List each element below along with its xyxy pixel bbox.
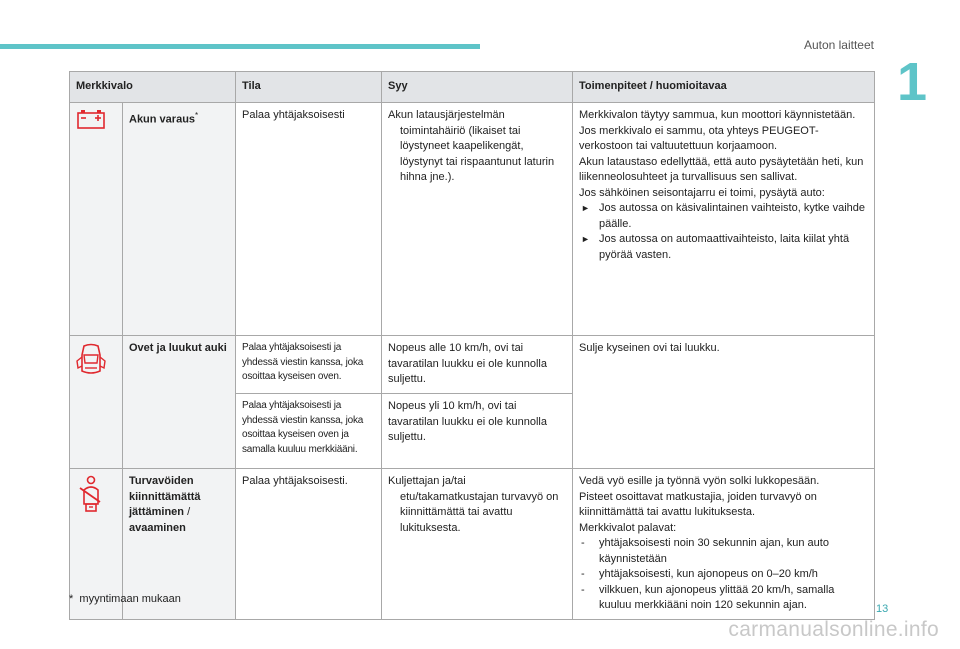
warning-lights-table xyxy=(69,71,875,620)
light-cause: Nopeus yli 10 km/h, ovi tai tavaratilan luukku ei ole kunnolla suljettu. xyxy=(382,394,573,469)
column-header-syy: Syy xyxy=(382,72,573,103)
page-number: 13 xyxy=(876,603,889,615)
chapter-number xyxy=(893,52,928,112)
light-state: Palaa yhtäjaksoisesti ja yhdessä viestin kanssa, joka osoittaa kyseisen oven ja samalla kuuluu merkkiääni. xyxy=(236,394,382,469)
table-row xyxy=(70,336,875,394)
light-name: Ovet ja luukut auki xyxy=(123,336,236,469)
footnote-mark: * xyxy=(69,593,74,605)
top-accent-bar xyxy=(0,44,480,49)
section-title: Auton laitteet xyxy=(803,38,874,52)
table-row xyxy=(70,103,875,336)
light-name: Akun varaus* xyxy=(123,103,236,336)
open-door-icon xyxy=(76,341,106,381)
table-row xyxy=(70,469,875,620)
table-header-row xyxy=(70,72,875,103)
column-header-tila: Tila xyxy=(236,72,382,103)
light-state: Palaa yhtäjaksoisesti xyxy=(236,103,382,336)
light-actions: Merkkivalon täytyy sammua, kun moottori käynnistetään. Jos merkkivalo ei sammu, ota yhteys PEUGEOT-verkostoon tai valtuutettuun korjaamoon. Akun lataustaso edellyttää, että auto pysäytetään heti, kun liikenneolosuhteet ja turvallisuus sen sallivat. Jos sähköinen seisontajarru ei toimi, pysäytä auto: ► Jos autossa on käsivalintainen vaihteisto, kytke vaihde päälle. ► Jos autossa on automaattivaihteisto, laita kiilat yhtä pyörää vasten. xyxy=(573,103,875,336)
light-state: Palaa yhtäjaksoisesti ja yhdessä viestin kanssa, joka osoittaa kyseisen oven. xyxy=(236,336,382,394)
column-header-toimenpiteet: Toimenpiteet / huomioitavaa xyxy=(573,72,875,103)
seatbelt-icon xyxy=(76,474,106,514)
footnote-text: myyntimaan mukaan xyxy=(79,593,181,605)
battery-icon-cell xyxy=(70,103,123,336)
light-actions: Sulje kyseinen ovi tai luukku. xyxy=(573,336,875,469)
open-door-icon-cell xyxy=(70,336,123,469)
light-cause: Nopeus alle 10 km/h, ovi tai tavaratilan luukku ei ole kunnolla suljettu. xyxy=(382,336,573,394)
watermark: carmanualsonline.info xyxy=(728,618,939,641)
footnote xyxy=(69,593,181,605)
svg-text:1: 1 xyxy=(897,52,928,112)
battery-icon xyxy=(76,108,106,130)
light-state: Palaa yhtäjaksoisesti. xyxy=(236,469,382,620)
light-cause: Kuljettajan ja/tai etu/takamatkustajan turvavyö on kiinnittämättä tai avattu lukituksesta. xyxy=(382,469,573,620)
light-cause: Akun latausjärjestelmän toimintahäiriö (likaiset tai löystyneet kaapelikengät, löystynyt tai rispaantunut laturin hihna jne.). xyxy=(382,103,573,336)
light-actions: Vedä vyö esille ja työnnä vyön solki lukkopesään. Pisteet osoittavat matkustajia, joiden turvavyö on kiinnittämättä tai avattu lukituksesta. Merkkivalot palavat: - yhtäjaksoisesti noin 30 sekunnin ajan, kun auto käynnistetään - yhtäjaksoisesti, kun ajonopeus on 0–20 km/h - vilkkuen, kun ajonopeus ylittää 20 km/h, samalla kuuluu merkkiääni noin 120 sekunnin ajan. xyxy=(573,469,875,620)
column-header-merkkivalo: Merkkivalo xyxy=(70,72,236,103)
light-name: Turvavöiden kiinnittämättä jättäminen / avaaminen xyxy=(123,469,236,620)
